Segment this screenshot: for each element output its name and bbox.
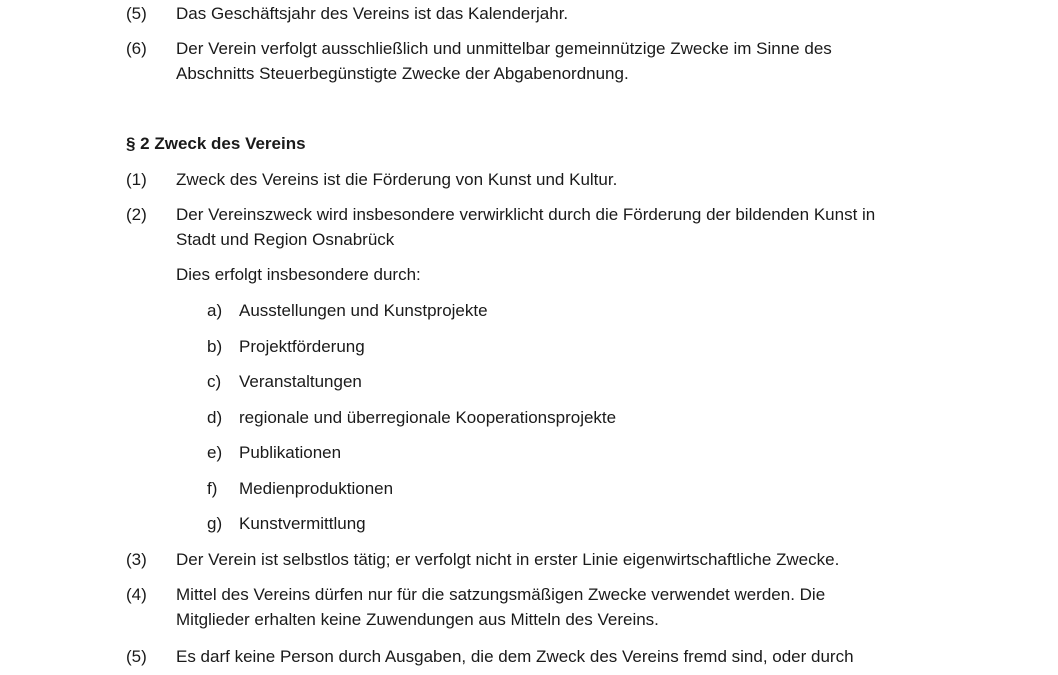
subitem-letter: d) [207,408,223,427]
item-text: Zweck des Vereins ist die Förderung von Kunst und Kultur. [176,170,618,189]
section-heading: § 2 Zweck des Vereins [126,134,306,153]
subitem-text: Kunstvermittlung [239,514,366,533]
subitem-letter: b) [207,337,223,356]
subitem-text: Publikationen [239,443,342,462]
item-number: (3) [126,550,147,569]
subitem-text: Medienproduktionen [239,479,394,498]
item-text: Mitglieder erhalten keine Zuwendungen aus Mitteln des Vereins. [176,610,659,629]
item-number: (6) [126,39,147,58]
subitem-letter: g) [207,514,223,533]
item-text: Stadt und Region Osnabrück [176,230,395,249]
item-text: Mittel des Vereins dürfen nur für die satzungsmäßigen Zwecke verwendet werden. Die [176,585,826,604]
subitem-letter: e) [207,443,223,462]
item-text: Der Vereinszweck wird insbesondere verwirklicht durch die Förderung der bildenden Kunst in [176,205,876,224]
item-number: (5) [126,647,147,666]
item-number: (1) [126,170,147,189]
item-number: (2) [126,205,147,224]
item-text: Das Geschäftsjahr des Vereins ist das Kalenderjahr. [176,4,569,23]
item-text: Der Verein ist selbstlos tätig; er verfolgt nicht in erster Linie eigenwirtschaftliche Zwecke. [176,550,840,569]
subitem-letter: a) [207,301,223,320]
item-number: (4) [126,585,147,604]
subitem-text: Ausstellungen und Kunstprojekte [239,301,488,320]
subitem-text: Projektförderung [239,337,365,356]
subitem-text: regionale und überregionale Kooperationsprojekte [239,408,617,427]
subitem-text: Veranstaltungen [239,372,362,391]
subitem-letter: f) [207,479,218,498]
item-text: Abschnitts Steuerbegünstigte Zwecke der Abgabenordnung. [176,64,629,83]
item-number: (5) [126,4,147,23]
item-text: Es darf keine Person durch Ausgaben, die dem Zweck des Vereins fremd sind, oder durch [176,647,854,666]
item-text: Der Verein verfolgt ausschließlich und unmittelbar gemeinnützige Zwecke im Sinne des [176,39,832,58]
item-intro: Dies erfolgt insbesondere durch: [176,265,421,284]
subitem-letter: c) [207,372,222,391]
